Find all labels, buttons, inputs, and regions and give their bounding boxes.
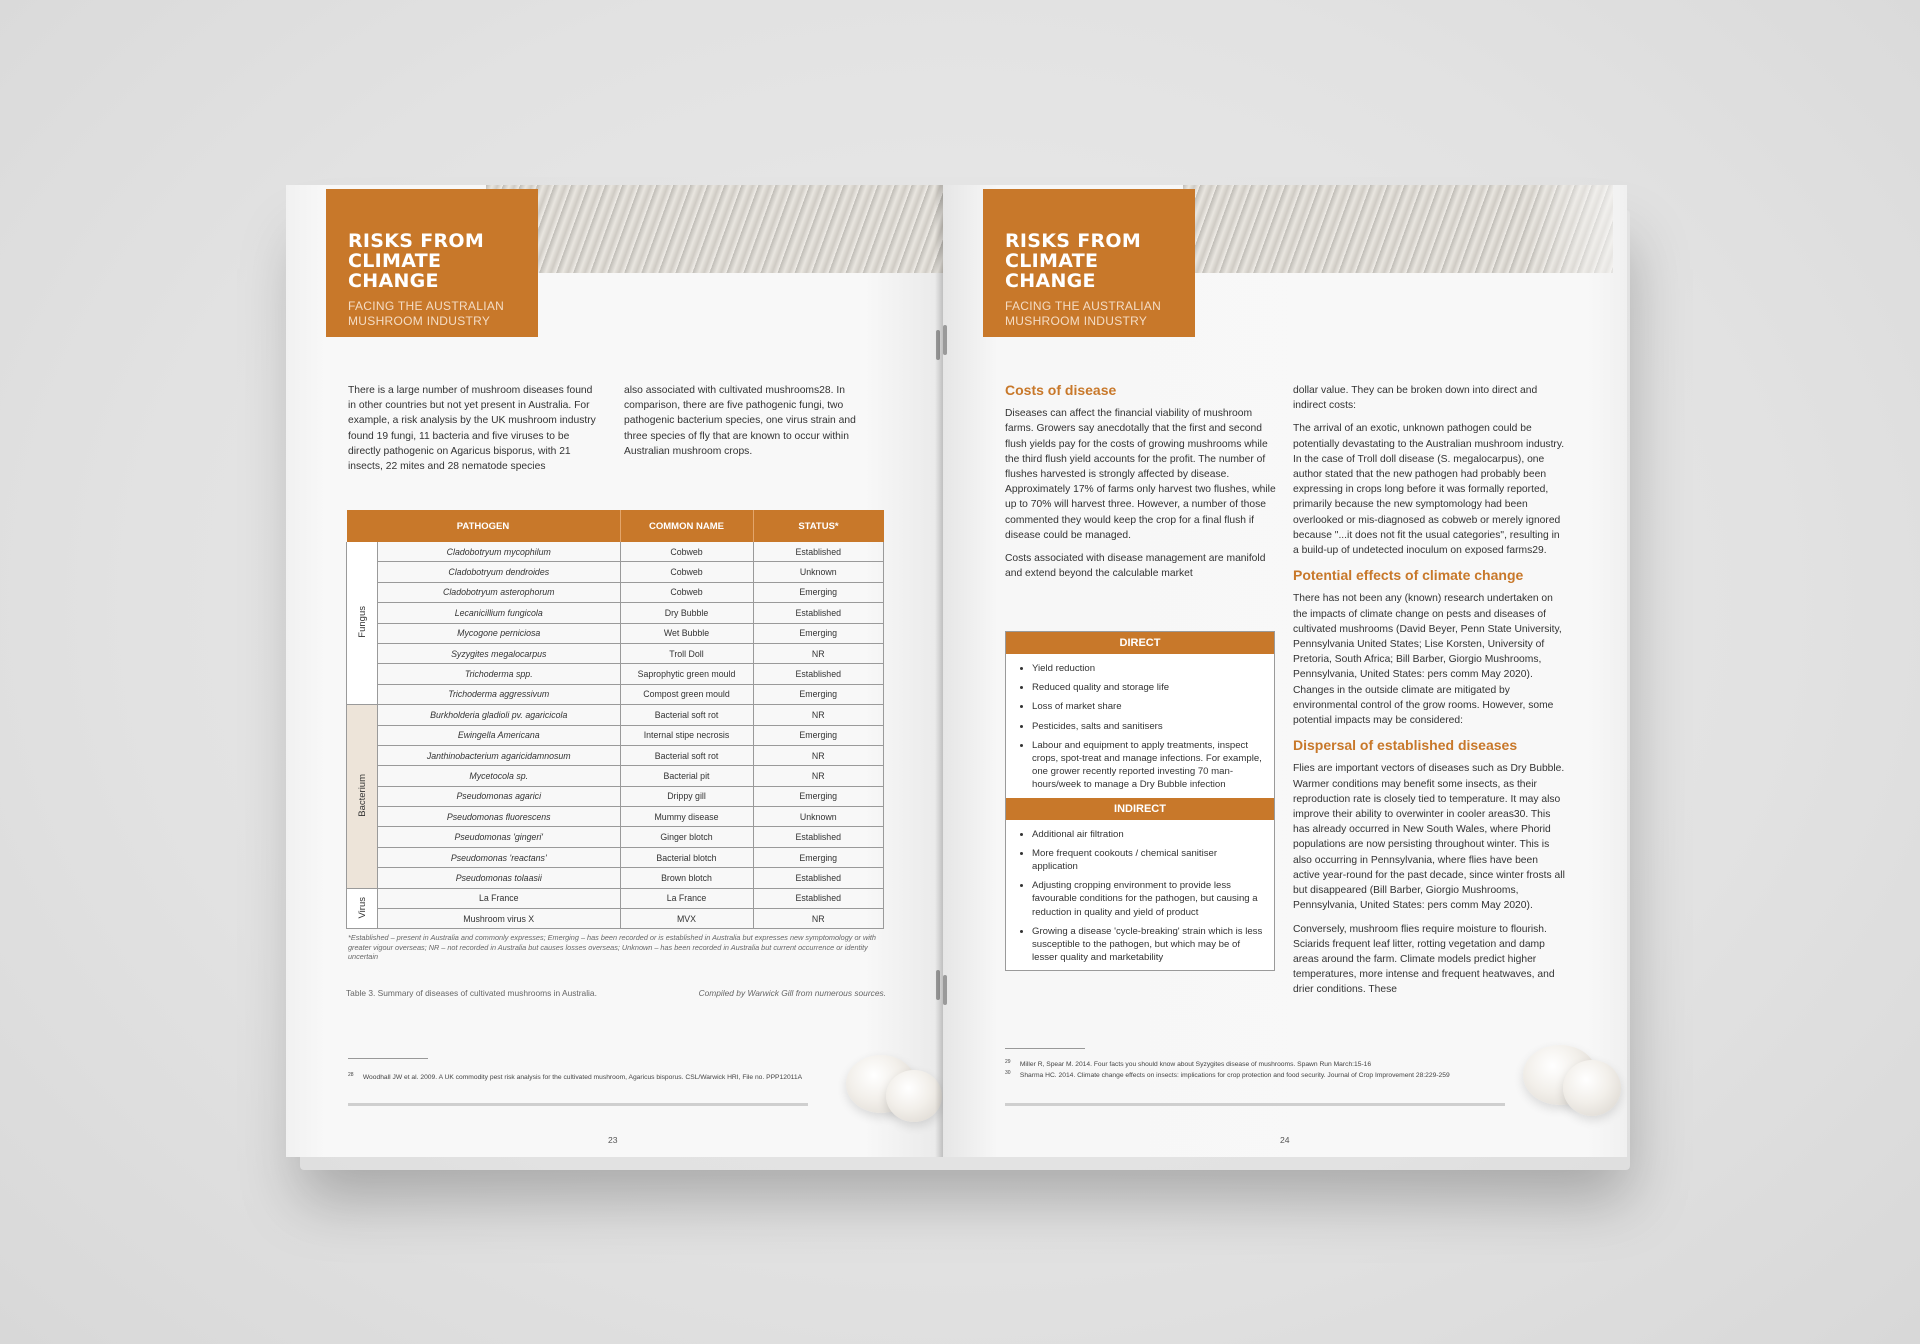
status-cell: Emerging <box>753 725 884 745</box>
dispersal-heading: Dispersal of established diseases <box>1293 737 1518 754</box>
left-page <box>286 185 943 1157</box>
table-row <box>347 562 884 582</box>
table-row <box>347 847 884 867</box>
pathogen-cell: Mycogone perniciosa <box>378 623 621 643</box>
intro-column-1: There is a large number of mushroom diseases found in other countries but not yet present in Australia. For example, a risk analysis by the UK mushroom industry found 19 fungi, 11 bacteria and five viruses to be directly pathogenic on Agaricus bisporus, with 21 insects, 22 mites and 28 nematode species <box>348 385 596 473</box>
binding-ring <box>943 325 947 355</box>
common-name-cell: Bacterial pit <box>620 766 753 786</box>
dispersal-paragraph-2: Conversely, mushroom flies require moisture to flourish. Sciarids frequent leaf litter, rotting vegetation and damp areas around the farm. Climate models predict higher temperatures, more intense and frequent heatwaves, and drier conditions. These <box>1293 923 1555 996</box>
footnote-rule <box>348 1058 428 1059</box>
common-name-cell: MVX <box>620 909 753 929</box>
status-cell: Unknown <box>753 807 884 827</box>
page-number-24: 24 <box>1280 1135 1290 1145</box>
group-label: Fungus <box>356 606 368 638</box>
table-row <box>347 745 884 765</box>
pathogen-cell: Cladobotryum mycophilum <box>378 542 621 562</box>
common-name-cell: Bacterial blotch <box>620 847 753 867</box>
pathogen-cell: Cladobotryum asterophorum <box>378 582 621 602</box>
table-row <box>347 705 884 725</box>
table-footnote: *Established – present in Australia and commonly expresses; Emerging – has been recorded or is established in Australia but expresses new symptomology or with greater vigour overseas; NR – not recorded in Australia but causes losses overseas; Unknown – has been recorded in Australia but current occurrence or identity uncertain <box>348 933 876 961</box>
page-subtitle: FACING THE AUSTRALIAN MUSHROOM INDUSTRY <box>1005 299 1162 328</box>
common-name-cell: Cobweb <box>620 562 753 582</box>
table-caption: Table 3. Summary of diseases of cultivated mushrooms in Australia. <box>346 988 597 998</box>
pathogen-cell: Trichoderma spp. <box>378 664 621 684</box>
table-row <box>347 807 884 827</box>
table-row <box>347 684 884 704</box>
pathogen-cell: Trichoderma aggressivum <box>378 684 621 704</box>
table-row <box>347 786 884 806</box>
col-header-common-name: COMMON NAME <box>620 510 753 542</box>
pathogen-cell: Cladobotryum dendroides <box>378 562 621 582</box>
table-row <box>347 725 884 745</box>
common-name-cell: Cobweb <box>620 582 753 602</box>
status-cell: Established <box>753 827 884 847</box>
right-column <box>1293 383 1567 1006</box>
page-title: RISKS FROM CLIMATE CHANGE <box>1005 230 1142 292</box>
pathogen-cell: Janthinobacterium agaricidamnosum <box>378 745 621 765</box>
pathogen-cell: La France <box>378 888 621 908</box>
intro-column-2: also associated with cultivated mushrooms28. In comparison, there are five pathogenic fungi, two pathogenic bacterium species, one virus strain and three species of fly that are known to occur within Australian mushroom crops. <box>624 385 856 457</box>
costs-paragraph-1: Diseases can affect the financial viability of mushroom farms. Growers say anecdotally that the first and second flush yields pay for the costs of growing mushrooms while the third flush yield accounts for the profit. The number of flushes harvested is strongly affected by disease. Approximately 17% of farms only harvest two flushes, while up to 70% will harvest three. However, a number of those commented they would keep the crop for a final flush if disease could be managed. <box>1005 408 1276 541</box>
list-item: • Labour and equipment to apply treatments, inspect crops, spot-treat and manage infections. For example, one grower recently reported investing 70 man-hours/week to manage a Dry Bubble infection <box>1032 739 1264 792</box>
table-row <box>347 888 884 908</box>
mushroom-gills-image <box>1183 185 1613 273</box>
costs-column <box>1005 383 1277 589</box>
table-source: Compiled by Warwick Gill from numerous sources. <box>698 988 886 998</box>
status-cell: Emerging <box>753 847 884 867</box>
status-cell: Established <box>753 888 884 908</box>
list-item: • Pesticides, salts and sanitisers <box>1032 720 1264 733</box>
footnote-29: $^{29}$ Miller R, Spear M. 2014. Four facts you should know about Syzygites disease of mushrooms. Spawn Run March:15-16 <box>1005 1059 1372 1069</box>
common-name-cell: Bacterial soft rot <box>620 705 753 725</box>
group-label-cell <box>347 705 378 889</box>
common-name-cell: Brown blotch <box>620 868 753 888</box>
group-label-cell <box>347 542 378 705</box>
indirect-header: INDIRECT <box>1006 798 1274 820</box>
table-row <box>347 766 884 786</box>
page-subtitle: FACING THE AUSTRALIAN MUSHROOM INDUSTRY <box>348 299 505 328</box>
group-label: Virus <box>356 896 368 919</box>
footnote-rule <box>1005 1048 1085 1049</box>
list-item: • Adjusting cropping environment to provide less favourable conditions for the pathogen, but causing a reduction in quality and yield of product <box>1032 879 1264 919</box>
col2-paragraph-2: The arrival of an exotic, unknown pathogen could be potentially devastating to the Australian mushroom industry. In the case of Troll doll disease (S. megalocarpus), one author stated that the new pathogen had probably been expressing in crops long before it was formally reported, primarily because the new symptomology had been overlooked or mis-diagnosed as cobweb or merely ignored because "...it does not fit the usual categories", resulting in a build-up of undetected inoculum on exposed farms29. <box>1293 423 1565 557</box>
pathogen-cell: Pseudomonas 'gingeri' <box>378 827 621 847</box>
title-block <box>983 189 1195 337</box>
list-item: • Additional air filtration <box>1032 828 1264 841</box>
dispersal-paragraph-1: Flies are important vectors of diseases such as Dry Bubble. Warmer conditions may benefit some insects, as their reproduction rate is closely tied to temperature. It may also improve their ability to overwinter in cooler areas30. This has already occurred in New South Wales, where Phorid populations are now persisting throughout winter. This is also occurring in Pennsylvania, where flies have been active year-round for the past decade, since winter frosts all but disappeared (Bill Barber, Giorgio Mushrooms, Pennsylvania, United States: pers comm May 2020). <box>1293 763 1565 912</box>
list-item: • Loss of market share <box>1032 700 1264 713</box>
mushroom-image <box>886 1070 942 1122</box>
group-label: Bacterium <box>356 774 368 817</box>
pathogen-cell: Syzygites megalocarpus <box>378 643 621 663</box>
table-row <box>347 582 884 602</box>
common-name-cell: Troll Doll <box>620 643 753 663</box>
footnote-28: $^{28}$ Woodhall JW et al. 2009. A UK commodity pest risk analysis for the cultivated mushroom, Agaricus bisporus. CSL/Warwick HRI, File no. PPP12011A <box>348 1072 803 1082</box>
right-page <box>943 185 1627 1157</box>
common-name-cell: Wet Bubble <box>620 623 753 643</box>
common-name-cell: Ginger blotch <box>620 827 753 847</box>
mushroom-gills-image <box>486 185 943 273</box>
common-name-cell: La France <box>620 888 753 908</box>
pathogen-cell: Mycetocola sp. <box>378 766 621 786</box>
binding-ring <box>943 975 947 1005</box>
common-name-cell: Drippy gill <box>620 786 753 806</box>
status-cell: NR <box>753 909 884 929</box>
status-cell: NR <box>753 745 884 765</box>
table-row <box>347 827 884 847</box>
status-cell: Established <box>753 542 884 562</box>
indirect-list <box>1006 828 1274 965</box>
mushroom-image <box>1563 1060 1621 1116</box>
pathogen-table <box>346 510 884 929</box>
table-row <box>347 623 884 643</box>
common-name-cell: Compost green mould <box>620 684 753 704</box>
table-row <box>347 868 884 888</box>
list-item: • More frequent cookouts / chemical sanitiser application <box>1032 847 1264 873</box>
common-name-cell: Cobweb <box>620 542 753 562</box>
list-item: • Growing a disease 'cycle-breaking' strain which is less susceptible to the pathogen, but which may be of lesser quality and marketability <box>1032 925 1264 965</box>
pathogen-cell: Pseudomonas agarici <box>378 786 621 806</box>
status-cell: Emerging <box>753 582 884 602</box>
costs-paragraph-2: Costs associated with disease management are manifold and extend beyond the calculable market <box>1005 553 1266 580</box>
pathogen-cell: Pseudomonas tolaasii <box>378 868 621 888</box>
col-header-status: STATUS* <box>753 510 884 542</box>
title-block <box>326 189 538 337</box>
direct-list <box>1006 662 1274 792</box>
common-name-cell: Mummy disease <box>620 807 753 827</box>
status-cell: Established <box>753 603 884 623</box>
table-row <box>347 643 884 663</box>
status-cell: Emerging <box>753 623 884 643</box>
potential-heading: Potential effects of climate change <box>1293 567 1524 584</box>
pathogen-cell: Burkholderia gladioli pv. agaricicola <box>378 705 621 725</box>
status-cell: NR <box>753 766 884 786</box>
status-cell: Established <box>753 868 884 888</box>
pathogen-cell: Ewingella Americana <box>378 725 621 745</box>
status-cell: NR <box>753 705 884 725</box>
status-cell: NR <box>753 643 884 663</box>
status-cell: Emerging <box>753 684 884 704</box>
page-title: RISKS FROM CLIMATE CHANGE <box>348 230 485 292</box>
page-number-23: 23 <box>608 1135 618 1145</box>
table-row <box>347 909 884 929</box>
pathogen-cell: Mushroom virus X <box>378 909 621 929</box>
status-cell: Emerging <box>753 786 884 806</box>
col-header-pathogen: PATHOGEN <box>347 510 621 542</box>
footer-line <box>1005 1103 1505 1106</box>
list-item: • Yield reduction <box>1032 662 1264 675</box>
list-item: • Reduced quality and storage life <box>1032 681 1264 694</box>
common-name-cell: Bacterial soft rot <box>620 745 753 765</box>
group-label-cell <box>347 888 378 929</box>
common-name-cell: Dry Bubble <box>620 603 753 623</box>
pathogen-cell: Pseudomonas fluorescens <box>378 807 621 827</box>
table-row <box>347 542 884 562</box>
direct-header: DIRECT <box>1006 632 1274 654</box>
status-cell: Unknown <box>753 562 884 582</box>
col2-paragraph-1: dollar value. They can be broken down into direct and indirect costs: <box>1293 385 1538 412</box>
pathogen-cell: Pseudomonas 'reactans' <box>378 847 621 867</box>
table-row <box>347 603 884 623</box>
table-row <box>347 664 884 684</box>
common-name-cell: Saprophytic green mould <box>620 664 753 684</box>
potential-paragraph: There has not been any (known) research undertaken on the impacts of climate change on pests and diseases of cultivated mushrooms (David Beyer, Penn State University, Pennsylvania United States; Lise Korsten, University of Pretoria, South Africa; Bill Barber, Giorgio Mushrooms, Pennsylvania, United States: pers comm May 2020). Changes in the outside climate are mitigated by environmental control of the grow rooms. However, some potential impacts may be considered: <box>1293 593 1562 727</box>
footnote-30: $^{30}$ Sharma HC. 2014. Climate change effects on insects: implications for crop protection and food security. Journal of Crop Improvement 28:229-259 <box>1005 1070 1450 1080</box>
costs-heading: Costs of disease <box>1005 382 1117 398</box>
costs-box <box>1005 631 1275 971</box>
common-name-cell: Internal stipe necrosis <box>620 725 753 745</box>
status-cell: Established <box>753 664 884 684</box>
pathogen-cell: Lecanicillium fungicola <box>378 603 621 623</box>
footer-line <box>348 1103 808 1106</box>
